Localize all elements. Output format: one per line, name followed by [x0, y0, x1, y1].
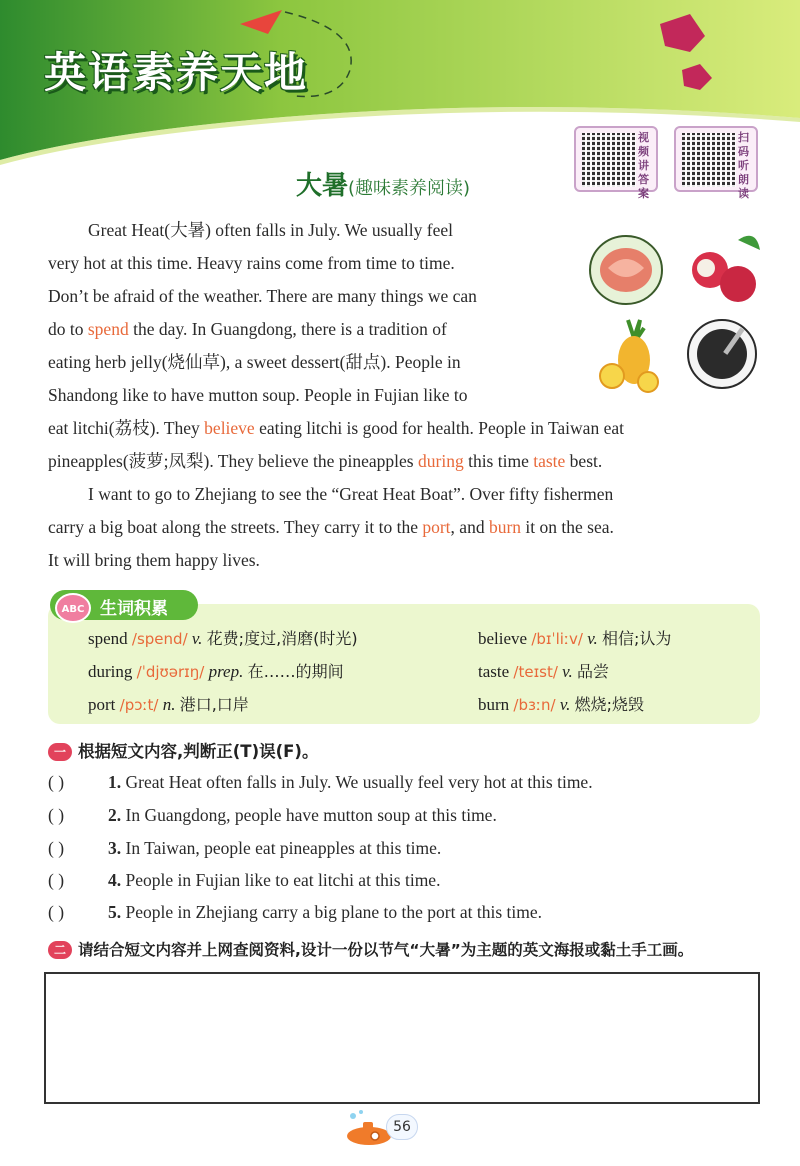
- highlight-word: port: [422, 517, 451, 537]
- passage-line: carry a big boat along the streets. They carry it to the port, and burn it on the sea.: [48, 517, 614, 537]
- exercise-2-instruction: 二 请结合短文内容并上网查阅资料,设计一份以节气“大暑”为主题的英文海报或黏土手工画。: [48, 938, 693, 960]
- passage-line: Don’t be afraid of the weather. There are many things we can: [48, 286, 477, 306]
- passage-line: eating herb jelly(烧仙草), a sweet dessert(甜点). People in: [48, 352, 461, 372]
- qr-code-video-answer[interactable]: [574, 126, 658, 200]
- answer-blank[interactable]: ( ): [48, 870, 65, 890]
- section-title-sub: (趣味素养阅读): [348, 178, 471, 199]
- exercise-2-badge: 二: [48, 941, 72, 959]
- section-title: [296, 165, 470, 202]
- reading-passage: [48, 214, 768, 577]
- highlight-word: believe: [204, 418, 255, 438]
- passage-line: pineapples(菠萝;凤梨). They believe the pineapples during this time taste best.: [48, 451, 603, 471]
- answer-blank[interactable]: ( ): [48, 805, 65, 825]
- svg-text:ABC: ABC: [61, 604, 85, 615]
- highlight-word: spend: [87, 319, 129, 339]
- passage-line: very hot at this time. Heavy rains come from time to time.: [48, 253, 455, 273]
- question-3: ( ) 3. In Taiwan, people eat pineapples at this time.: [48, 838, 442, 858]
- passage-line: eat litchi(荔枝). They believe eating litchi is good for health. People in Taiwan eat: [48, 418, 624, 438]
- passage-line: I want to go to Zhejiang to see the “Great Heat Boat”. Over fifty fishermen: [88, 484, 614, 504]
- highlight-word: taste: [533, 451, 566, 471]
- banner-title: 英语素养天地: [44, 48, 309, 97]
- passage-line: Great Heat(大暑) often falls in July. We usually feel: [88, 220, 454, 240]
- passage-line: Shandong like to have mutton soup. People in Fujian like to: [48, 385, 468, 405]
- vocab-entry: believe /bɪˈliːv/ v. 相信;认为: [478, 629, 672, 648]
- vocab-entry: taste /teɪst/ v. 品尝: [478, 662, 609, 681]
- qr-code-icon: [682, 133, 736, 187]
- question-1: ( ) 1. Great Heat often falls in July. We usually feel very hot at this time.: [48, 772, 593, 792]
- qr-code-icon: [582, 133, 636, 187]
- abc-piggy-icon: [54, 590, 92, 624]
- question-4: ( ) 4. People in Fujian like to eat litchi at this time.: [48, 870, 441, 890]
- exercise-1-badge: 一: [48, 743, 72, 761]
- answer-blank[interactable]: ( ): [48, 772, 65, 792]
- exercise-1-instruction: 一 根据短文内容,判断正(T)误(F)。: [48, 738, 318, 762]
- passage-line: It will bring them happy lives.: [48, 550, 260, 570]
- vocab-entry: port /pɔːt/ n. 港口,口岸: [88, 695, 249, 714]
- qr-caption: 扫码听朗读: [738, 131, 749, 200]
- highlight-word: during: [418, 451, 464, 471]
- page-number: 56: [386, 1114, 418, 1140]
- qr-code-listen-reading[interactable]: [674, 126, 758, 200]
- answer-blank[interactable]: ( ): [48, 838, 65, 858]
- vocab-entry: during /ˈdjʊərɪŋ/ prep. 在……的期间: [88, 662, 344, 681]
- vocab-entry: burn /bɜːn/ v. 燃烧;烧毁: [478, 695, 645, 714]
- highlight-word: burn: [488, 517, 522, 537]
- qr-caption: 视频讲答案: [638, 131, 649, 200]
- vocab-title: 生词积累: [100, 599, 168, 619]
- question-2: ( ) 2. In Guangdong, people have mutton soup at this time.: [48, 805, 497, 825]
- passage-line: do to spend the day. In Guangdong, there is a tradition of: [48, 319, 447, 339]
- section-title-main: 大暑: [296, 171, 349, 201]
- answer-blank[interactable]: ( ): [48, 902, 65, 922]
- vocab-entry: spend /spend/ v. 花费;度过,消磨(时光): [88, 629, 358, 648]
- poster-answer-area[interactable]: [44, 972, 760, 1104]
- question-5: ( ) 5. People in Zhejiang carry a big plane to the port at this time.: [48, 902, 542, 922]
